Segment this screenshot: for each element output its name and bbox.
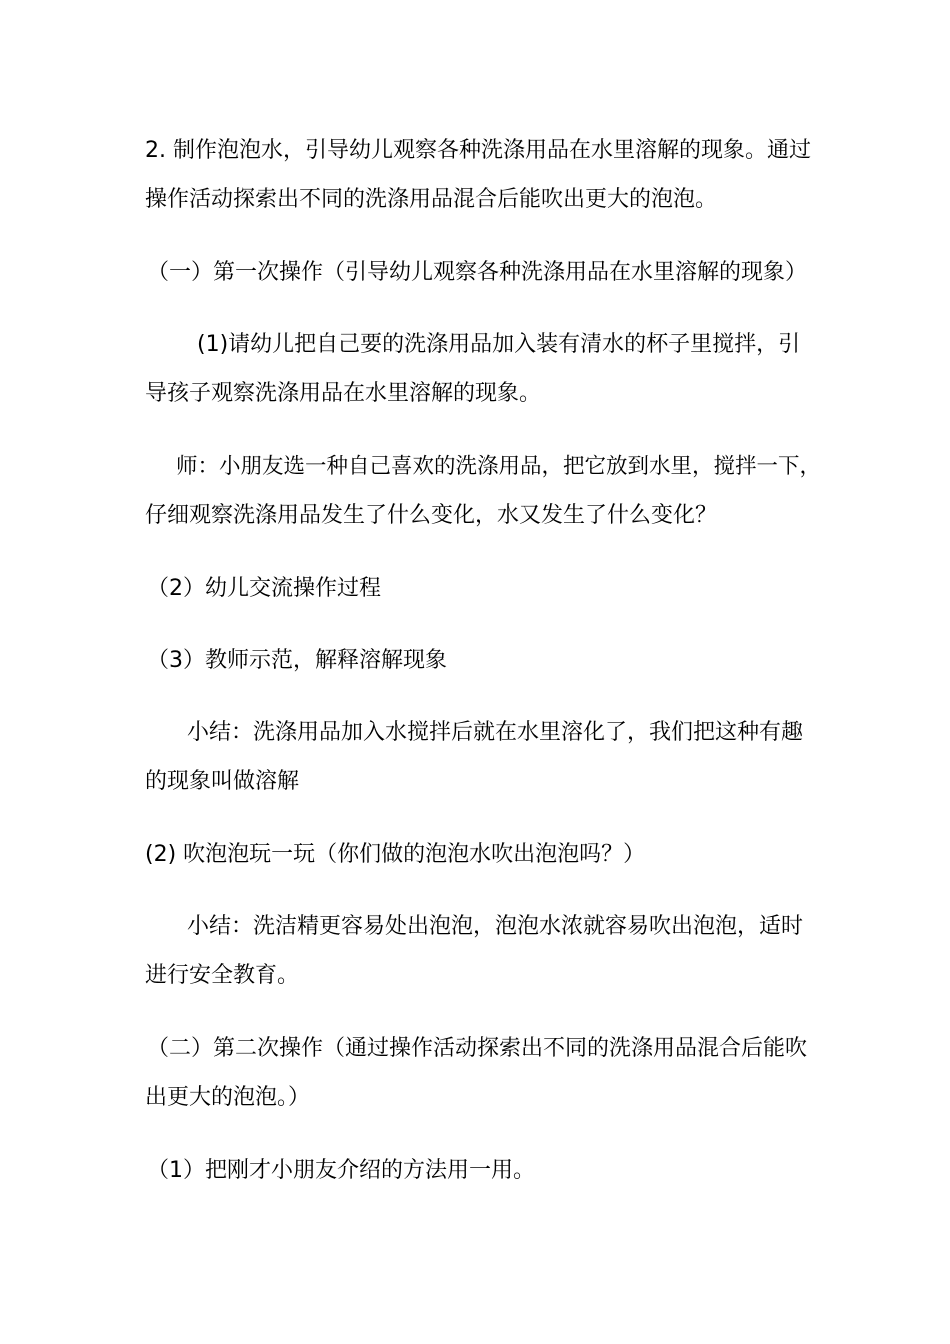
paragraph-line: 仔细观察洗涤用品发生了什么变化，水又发生了什么变化？	[145, 503, 718, 528]
section-heading: （一）第一次操作（引导幼儿观察各种洗涤用品在水里溶解的现象）	[147, 260, 808, 285]
paragraph-line: 导孩子观察洗涤用品在水里溶解的现象。	[145, 381, 542, 406]
list-item: （2）幼儿交流操作过程	[147, 576, 381, 601]
list-item: （1）把刚才小朋友介绍的方法用一用。	[147, 1158, 535, 1183]
paragraph-line: 的现象叫做溶解	[145, 769, 300, 794]
paragraph-line: 进行安全教育。	[145, 963, 300, 988]
paragraph-line: 小结：洗涤用品加入水搅拌后就在水里溶化了，我们把这种有趣	[187, 720, 804, 745]
paragraph-line: 出更大的泡泡。）	[145, 1085, 311, 1110]
paragraph-line: 2. 制作泡泡水，引导幼儿观察各种洗涤用品在水里溶解的现象。通过	[145, 138, 811, 163]
list-item: (2) 吹泡泡玩一玩（你们做的泡泡水吹出泡泡吗？）	[145, 842, 646, 867]
paragraph-line: 小结：洗洁精更容易处出泡泡，泡泡水浓就容易吹出泡泡，适时	[187, 914, 804, 939]
paragraph-line: (1)请幼儿把自己要的洗涤用品加入装有清水的杯子里搅拌，引	[197, 332, 801, 357]
list-item: （3）教师示范，解释溶解现象	[147, 648, 447, 673]
paragraph-line: 操作活动探索出不同的洗涤用品混合后能吹出更大的泡泡。	[145, 187, 718, 212]
section-heading: （二）第二次操作（通过操作活动探索出不同的洗涤用品混合后能吹	[147, 1036, 808, 1061]
paragraph-line: 师：小朋友选一种自己喜欢的洗涤用品，把它放到水里，搅拌一下，	[176, 454, 822, 479]
